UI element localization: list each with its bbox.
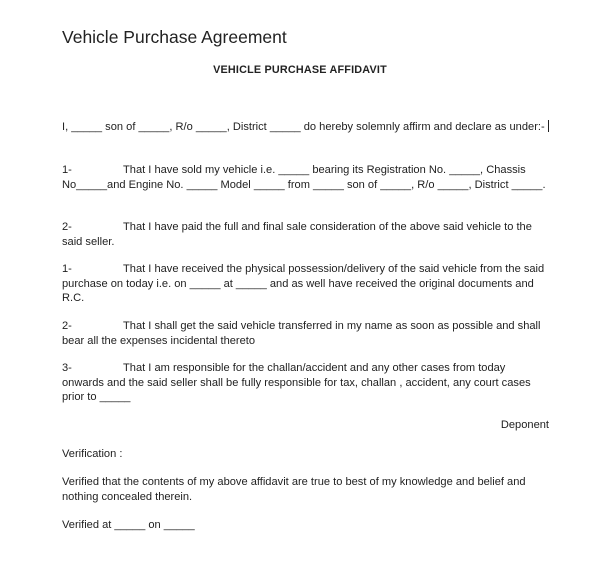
- clause-2: [62, 220, 550, 249]
- clause-number: 2-: [62, 320, 72, 332]
- text-cursor: [548, 120, 549, 132]
- intro-paragraph: [62, 120, 550, 135]
- clause-number: 1-: [62, 164, 72, 176]
- clause-3: [62, 262, 550, 306]
- clause-1: [62, 163, 550, 192]
- clause-text: That I am responsible for the challan/accident and any other cases from today onwards and the said seller shall be fully responsible for tax, challan , accident, any court cases prior to _____: [62, 362, 531, 404]
- verification-label: Verification :: [62, 448, 123, 460]
- clause-number: 2-: [62, 221, 72, 233]
- clause-4: [62, 319, 550, 348]
- verification-text: Verified that the contents of my above affidavit are true to best of my knowledge and belief and nothing concealed therein.: [62, 476, 526, 503]
- affidavit-title: VEHICLE PURCHASE AFFIDAVIT: [213, 64, 387, 76]
- clause-text: That I have received the physical possession/delivery of the said vehicle from the said purchase on today i.e. on _____ at _____ and as well have received the original documents and R.C.: [62, 263, 545, 305]
- document-title: Vehicle Purchase Agreement: [62, 27, 287, 47]
- intro-text: I, _____ son of _____, R/o _____, District _____ do hereby solemnly affirm and declare as under:-: [62, 121, 545, 133]
- clause-5: [62, 361, 550, 405]
- clause-text: That I have paid the full and final sale consideration of the above said vehicle to the said seller.: [62, 221, 532, 248]
- clause-number: 1-: [62, 263, 72, 275]
- deponent-label: Deponent: [500, 419, 549, 431]
- clause-text: That I have sold my vehicle i.e. _____ bearing its Registration No. _____, Chassis No_____and Engine No. _____ Model _____ from _____ son of _____, R/o _____, District _____.: [62, 164, 546, 191]
- verified-at-line: Verified at _____ on _____: [62, 519, 195, 531]
- clause-text: That I shall get the said vehicle transferred in my name as soon as possible and shall bear all the expenses incidental thereto: [62, 320, 541, 347]
- clause-number: 3-: [62, 362, 72, 374]
